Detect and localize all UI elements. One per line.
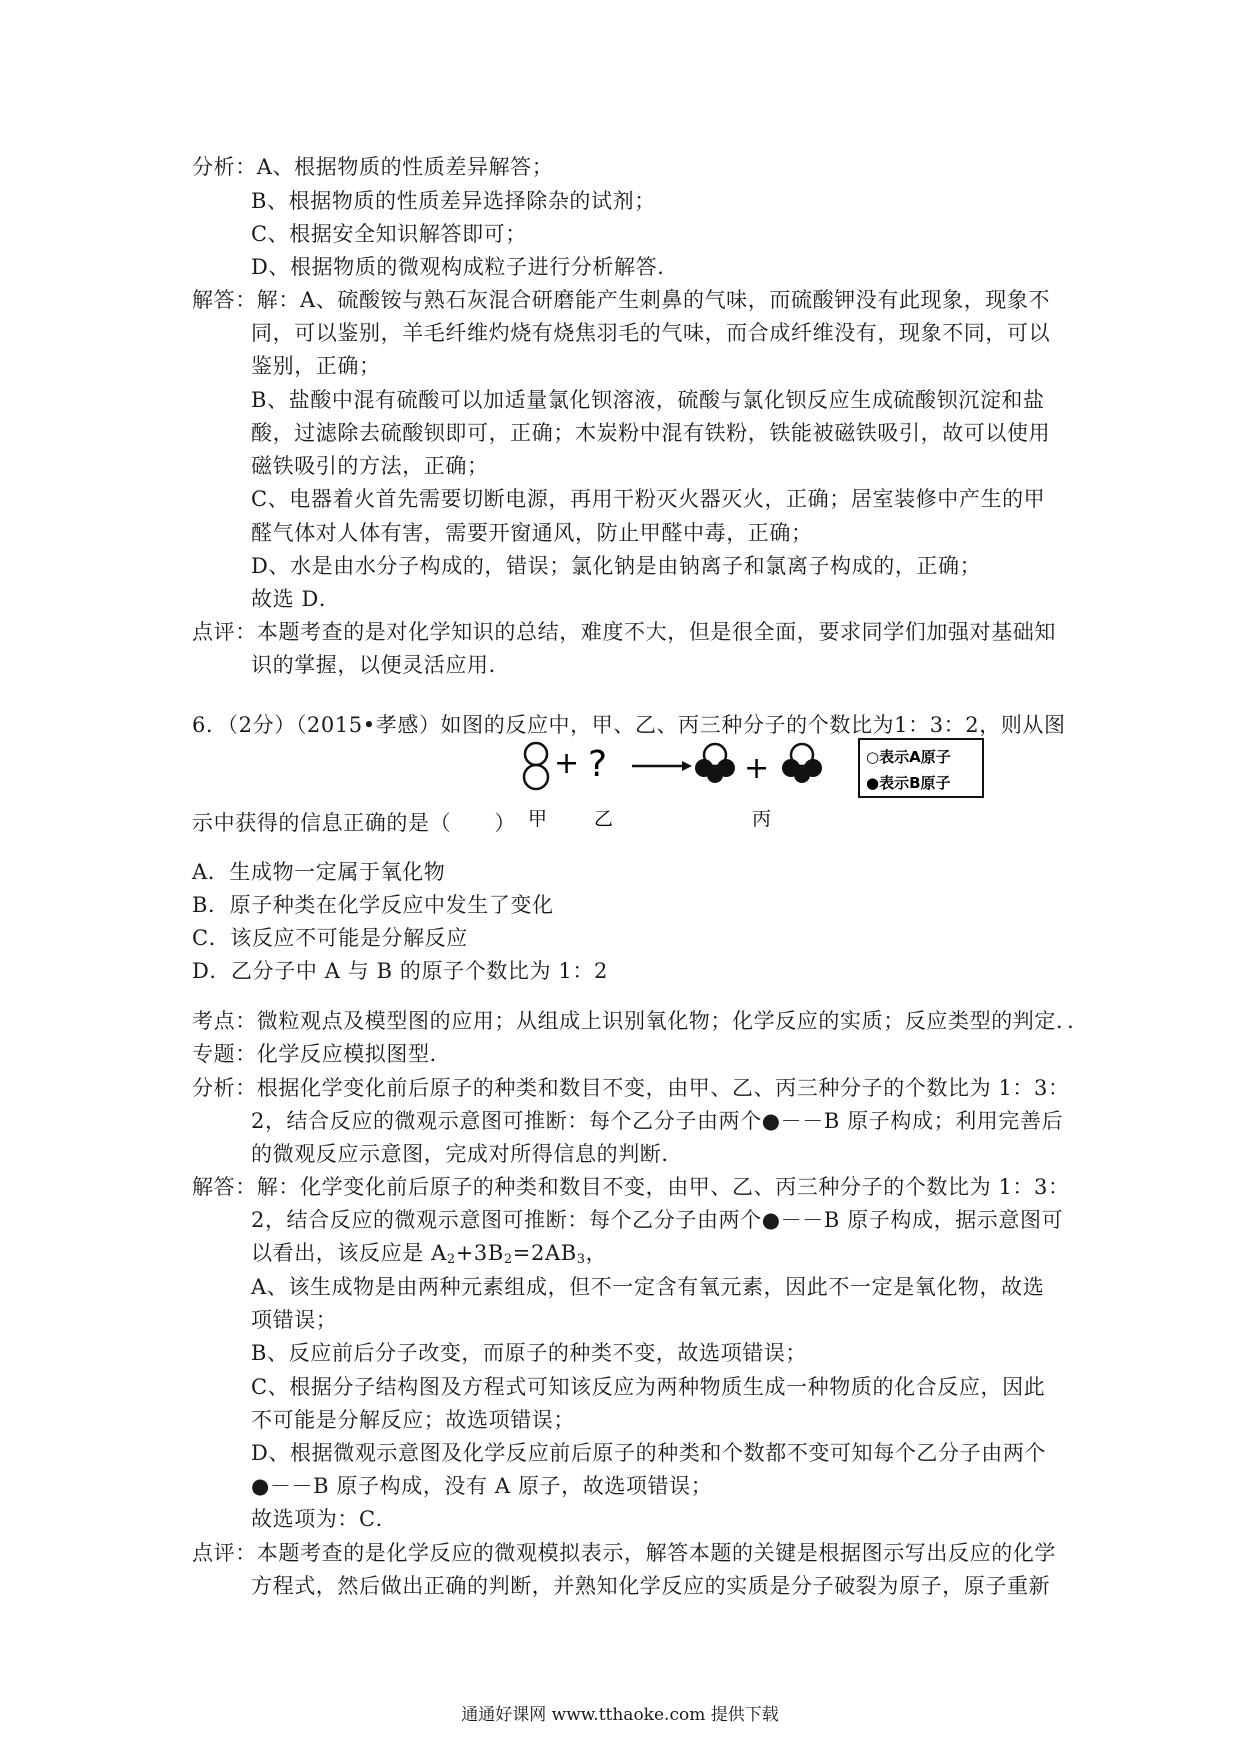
page-footer: 通通好课网 www.tthaoke.com 提供下载 <box>461 1705 779 1725</box>
text-line: 示中获得的信息正确的是（ ） <box>192 811 516 835</box>
text-line: C、电器着火首先需要切断电源，再用干粉灭火器灭火，正确；居室装修中产生的甲 <box>251 487 1046 511</box>
text-line: C、根据安全知识解答即可； <box>251 222 527 246</box>
text-line: 项错误； <box>251 1308 338 1332</box>
subscript: 2 <box>446 1252 456 1267</box>
text-line: D、根据物质的微观构成粒子进行分析解答． <box>251 255 679 279</box>
text-line: D、根据微观示意图及化学反应前后原子的种类和个数都不变可知每个乙分子由两个 <box>251 1441 1047 1465</box>
text-line: 磁铁吸引的方法，正确； <box>251 454 489 478</box>
text-line: 解答：解：化学变化前后原子的种类和数目不变，由甲、乙、丙三种分子的个数比为 1：3： <box>192 1175 1070 1199</box>
text-line: 解答：解：A、硫酸铵与熟石灰混合研磨能产生刺鼻的气味，而硫酸钾没有此现象，现象不 <box>192 288 1051 312</box>
text-line: C．该反应不可能是分解反应 <box>192 926 468 950</box>
text-line: 酸，过滤除去硫酸钡即可，正确；木炭粉中混有铁粉，铁能被磁铁吸引，故可以使用 <box>251 421 1051 445</box>
text-line: 不可能是分解反应；故选项错误； <box>251 1408 575 1432</box>
text-line: 6．（2分）（2015•孝感）如图的反应中，甲、乙、丙三种分子的个数比为1：3：2，则从图 <box>192 713 1066 737</box>
equation-suffix: ， <box>585 1241 608 1265</box>
label-jia: 甲 <box>528 808 548 830</box>
legend-a-text: ○表示A原子 <box>866 748 951 766</box>
plus-sign: + <box>554 746 580 781</box>
molecule-bing-icon <box>695 744 735 783</box>
text-line: ●－－B 原子构成，没有 A 原子，故选项错误； <box>251 1474 713 1498</box>
subscript: 2 <box>503 1252 513 1267</box>
reaction-diagram <box>514 719 994 835</box>
text-line: B．原子种类在化学反应中发生了变化 <box>192 893 554 917</box>
legend-b-text: ●表示B原子 <box>866 774 951 792</box>
text-line: D、水是由水分子构成的，错误；氯化钠是由钠离子和氯离子构成的，正确； <box>251 554 982 578</box>
text-line: 2，结合反应的微观示意图可推断：每个乙分子由两个●－－B 原子构成；利用完善后 <box>251 1109 1064 1133</box>
text-line: 鉴别，正确； <box>251 354 381 378</box>
text-line: 点评：本题考查的是对化学知识的总结，难度不大，但是很全面，要求同学们加强对基础知 <box>192 620 1056 644</box>
text-line: B、反应前后分子改变，而原子的种类不变，故选项错误； <box>251 1341 808 1365</box>
equation-part: +3B <box>455 1241 504 1265</box>
text-line: D．乙分子中 A 与 B 的原子个数比为 1：2 <box>192 959 608 983</box>
unknown-molecule: ? <box>588 744 608 785</box>
text-line: 考点：微粒观点及模型图的应用；从组成上识别氧化物；化学反应的实质；反应类型的判定．． <box>192 1009 1089 1033</box>
equation-prefix: 以看出，该反应是 A <box>251 1241 447 1265</box>
text-line: 故选项为：C． <box>251 1507 398 1531</box>
text-line: 2，结合反应的微观示意图可推断：每个乙分子由两个●－－B 原子构成，据示意图可 <box>251 1208 1064 1232</box>
text-line: A、该生成物是由两种元素组成，但不一定含有氧元素，因此不一定是氧化物，故选 <box>251 1275 1045 1299</box>
molecule-bing-icon <box>782 744 822 783</box>
text-line: 专题：化学反应模拟图型． <box>192 1042 452 1066</box>
text-line: 同，可以鉴别，羊毛纤维灼烧有烧焦羽毛的气味，而合成纤维没有，现象不同，可以 <box>251 321 1051 345</box>
text-line: 故选 D． <box>251 587 341 611</box>
label-bing: 丙 <box>752 808 772 830</box>
text-line: 方程式，然后做出正确的判断，并熟知化学反应的实质是分子破裂为原子，原子重新 <box>251 1574 1051 1598</box>
label-yi: 乙 <box>594 808 614 830</box>
text-line: 分析：A、根据物质的性质差异解答； <box>192 155 554 179</box>
plus-sign: + <box>744 751 770 786</box>
arrow-icon <box>632 761 692 771</box>
text-line: B、盐酸中混有硫酸可以加适量氯化钡溶液，硫酸与氯化钡反应生成硫酸钡沉淀和盐 <box>251 388 1045 412</box>
text-line: 识的掌握，以便灵活应用． <box>251 653 511 677</box>
text-line: C、根据分子结构图及方程式可知该反应为两种物质生成一种物质的化合反应，因此 <box>251 1375 1046 1399</box>
text-line: B、根据物质的性质差异选择除杂的试剂； <box>251 189 656 213</box>
text-line: 的微观反应示意图，完成对所得信息的判断． <box>251 1142 683 1166</box>
subscript: 3 <box>576 1252 586 1267</box>
molecule-jia-icon <box>524 743 548 789</box>
text-line: 分析：根据化学变化前后原子的种类和数目不变，由甲、乙、丙三种分子的个数比为 1：3： <box>192 1076 1070 1100</box>
text-line: A．生成物一定属于氧化物 <box>192 860 446 884</box>
text-line: 醛气体对人体有害，需要开窗通风，防止甲醛中毒，正确； <box>251 521 813 545</box>
equation-line <box>251 1238 607 1275</box>
equation-part: =2AB <box>512 1241 577 1265</box>
text-line: 点评：本题考查的是化学反应的微观模拟表示，解答本题的关键是根据图示写出反应的化学 <box>192 1541 1056 1565</box>
